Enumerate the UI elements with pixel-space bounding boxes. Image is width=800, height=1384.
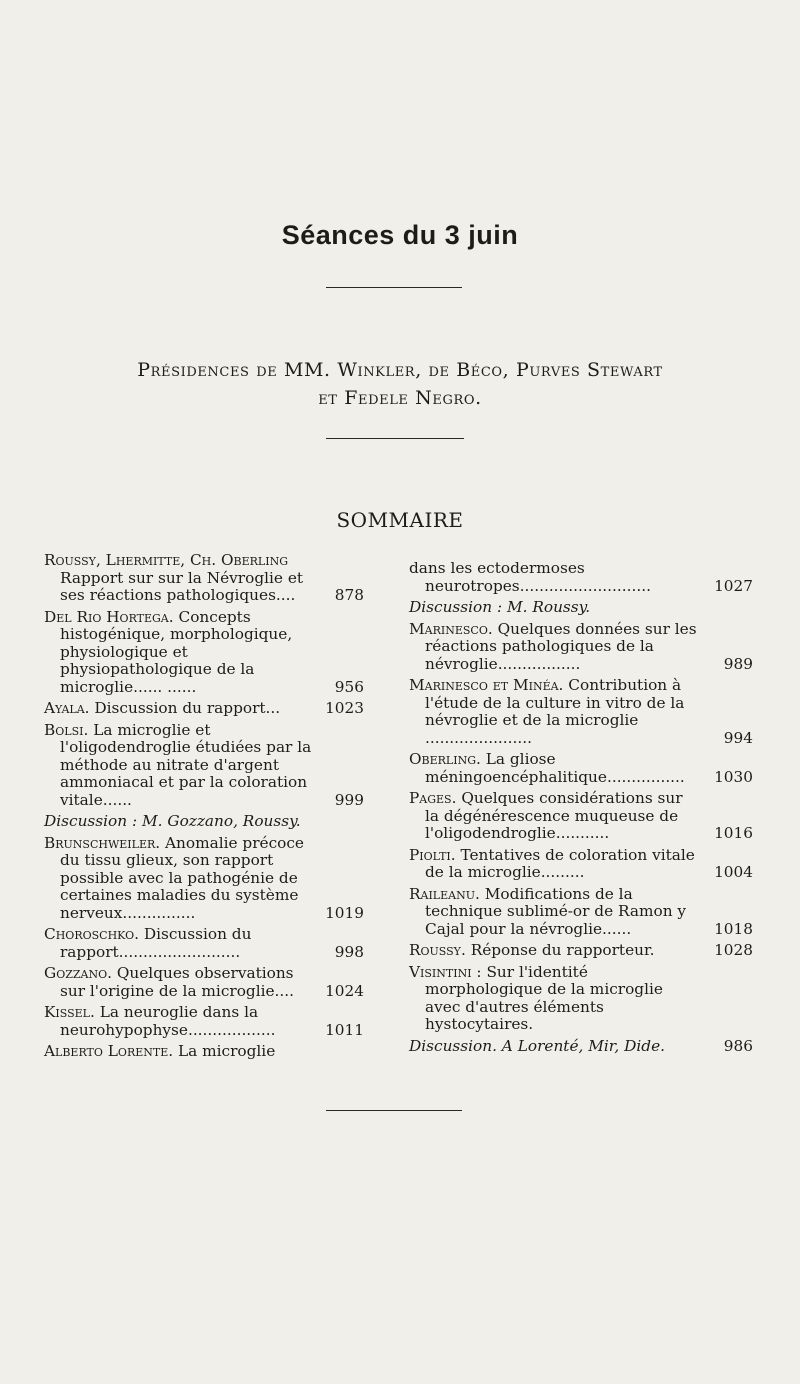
entry-page: 986 [723, 1036, 753, 1055]
sommaire-left-column [44, 552, 364, 1065]
sommaire-entry [409, 790, 753, 843]
page-title: Séances du 3 juin [281, 220, 519, 250]
entry-author: Marinesco et Minéa. [409, 676, 564, 694]
entry-page: 1004 [714, 863, 753, 881]
entry-page: 1030 [714, 767, 753, 786]
sommaire-entry [44, 722, 364, 810]
entry-page: 1028 [714, 941, 753, 959]
entry-text: Discussion du rapport......................... [60, 925, 252, 961]
entry-author: Visintini : [409, 962, 482, 981]
entry-author: Pages. [409, 789, 457, 807]
sommaire-entry [409, 677, 753, 747]
sommaire-entry [409, 886, 753, 939]
divider-rule [326, 438, 464, 439]
entry-author: Roussy, Lhermitte, Ch. Oberling [44, 551, 288, 569]
entry-text: Discussion du rapport... [94, 699, 281, 717]
entry-page: 1019 [325, 903, 364, 922]
entry-page: 999 [334, 790, 364, 809]
entry-text: Quelques données sur les réactions pathologiques de la névroglie................. [425, 619, 697, 673]
entry-text: La neuroglie dans la neurohypophyse.................. [60, 1003, 276, 1039]
entry-page: 1016 [714, 824, 753, 842]
sommaire-entry [44, 609, 364, 697]
entry-text: Discussion : M. Roussy. [409, 598, 591, 616]
sommaire-heading: SOMMAIRE [336, 508, 464, 532]
entry-author: Bolsi. [44, 720, 89, 739]
entry-author: Oberling. [409, 750, 481, 768]
entry-page: 994 [723, 728, 753, 747]
sommaire-discussion [409, 1038, 753, 1056]
sommaire-entry [44, 835, 364, 923]
entry-text: dans les ectodermoses neurotropes........................... [409, 559, 651, 595]
sommaire-entry [44, 552, 364, 605]
presidences-line-1: Présidences de MM. Winkler, de Béco, Purves Stewart [137, 359, 663, 381]
entry-author: Gozzano. [44, 964, 112, 982]
sommaire-entry [44, 1043, 364, 1061]
entry-text: Modifications de la technique sublimé-or de Ramon y Cajal pour la névroglie...... [425, 884, 687, 938]
entry-page: 1027 [714, 576, 753, 595]
entry-page: 1018 [714, 919, 753, 938]
entry-text: Quelques considérations sur la dégénérescence muqueuse de l'oligodendroglie........... [425, 789, 683, 842]
entry-text: Quelques observations sur l'origine de la microglie.... [60, 964, 294, 1000]
sommaire-entry [44, 965, 364, 1000]
entry-author: Raileanu. [409, 884, 480, 903]
sommaire-entry [409, 621, 753, 674]
presidences-line-2: et Fedele Negro. [318, 387, 482, 409]
entry-author: Piolti. [409, 845, 456, 864]
entry-text: Contribution à l'étude de la culture in vitro de la névroglie et de la microglie ...................... [425, 676, 685, 747]
sommaire-discussion [409, 599, 753, 617]
sommaire-right-column [409, 560, 753, 1059]
entry-author: Marinesco. [409, 619, 493, 638]
entry-text: Sur l'identité morphologique de la microglie avec d'autres éléments hystocytaires. [425, 962, 663, 1033]
sommaire-discussion [44, 813, 364, 831]
entry-page: 1023 [325, 699, 364, 717]
sommaire-entry [409, 560, 753, 595]
sommaire-entry [44, 926, 364, 961]
entry-author: Ayala. [44, 699, 90, 717]
sommaire-entry [44, 1004, 364, 1039]
entry-text: La microglie [178, 1042, 276, 1060]
divider-rule [326, 1110, 462, 1111]
entry-text: La gliose méningoencéphalitique................ [425, 750, 685, 786]
entry-page: 956 [334, 677, 364, 696]
entry-page: 998 [334, 942, 364, 961]
entry-page: 878 [334, 586, 364, 604]
entry-author: Roussy. [409, 941, 466, 959]
entry-text: Tentatives de coloration vitale de la microglie......... [425, 845, 695, 881]
entry-author: Choroschko. [44, 925, 139, 943]
entry-author: Kissel. [44, 1003, 95, 1021]
presidences-block [0, 356, 800, 412]
entry-text: La microglie et l'oligodendroglie étudiées par la méthode au nitrate d'argent ammoniacal et par la coloration vitale...... [60, 720, 312, 809]
sommaire-entry [409, 751, 753, 786]
entry-page: 1024 [325, 981, 364, 1000]
sommaire-entry [409, 847, 753, 882]
entry-author: Brunschweiler. [44, 833, 161, 852]
entry-text: Discussion : M. Gozzano, Roussy. [44, 812, 301, 830]
entry-author: Alberto Lorente. [44, 1042, 174, 1060]
sommaire-entry [409, 942, 753, 960]
entry-text: Anomalie précoce du tissu glieux, son rapport possible avec la pathogénie de certaines maladies du système nerveux............... [60, 833, 304, 922]
divider-rule [326, 287, 462, 288]
sommaire-entry [409, 964, 753, 1034]
entry-page: 1011 [325, 1020, 364, 1039]
entry-page: 989 [723, 654, 753, 673]
entry-text: Réponse du rapporteur. [470, 941, 655, 959]
entry-text: Concepts histogénique, morphologique, physiologique et physiopathologique de la microglie...... ...... [60, 607, 293, 696]
entry-author: Del Rio Hortega. [44, 607, 174, 626]
sommaire-entry [44, 700, 364, 718]
entry-text: Rapport sur sur la Névroglie et ses réactions pathologiques.... [60, 568, 304, 604]
entry-text: Discussion. A Lorenté, Mir, Dide. [409, 1036, 665, 1055]
